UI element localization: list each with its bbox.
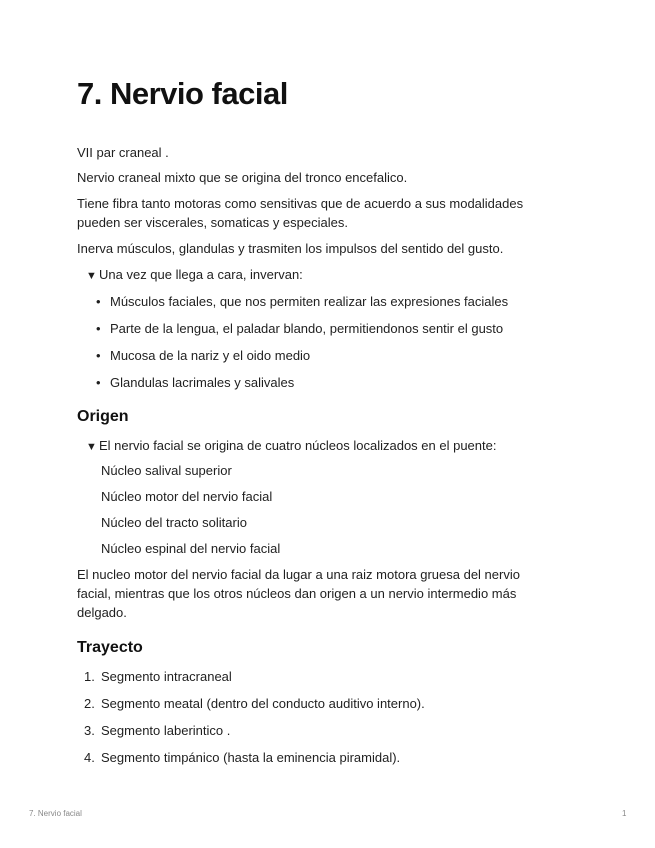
triangle-down-icon[interactable]: ▼: [86, 441, 97, 453]
heading-trayecto: Trayecto: [77, 639, 143, 656]
origen-paragraph-line-2: facial, mientras que los otros núcleos dan origen a un nervio intermedio más: [77, 586, 517, 601]
toggle-label: Una vez que llega a cara, invervan:: [99, 267, 303, 282]
numbered-item: 1. Segmento intracraneal: [84, 669, 232, 684]
bullet-dot-icon: •: [96, 321, 101, 336]
intro-line-2: Nervio craneal mixto que se origina del tronco encefalico.: [77, 170, 408, 185]
list-item: • Parte de la lengua, el paladar blando, permitiendonos sentir el gusto: [96, 321, 504, 336]
intro-line-4: pueden ser viscerales, somaticas y especiales.: [77, 215, 348, 230]
intro-line-1: VII par craneal .: [77, 145, 169, 160]
list-item: • Glandulas lacrimales y salivales: [96, 375, 295, 390]
triangle-down-icon[interactable]: ▼: [86, 270, 97, 282]
toggle-label: El nervio facial se origina de cuatro núcleos localizados en el puente:: [99, 438, 497, 453]
bullet-dot-icon: •: [96, 375, 101, 390]
intro-line-3: Tiene fibra tanto motoras como sensitivas que de acuerdo a sus modalidades: [77, 196, 524, 211]
bullet-dot-icon: •: [96, 348, 101, 363]
toggle-origen[interactable]: [86, 436, 496, 457]
nucleus-item: Núcleo motor del nervio facial: [101, 489, 273, 504]
numbered-item: 4. Segmento timpánico (hasta la eminencia piramidal).: [84, 750, 401, 765]
heading-origen: Origen: [77, 408, 129, 425]
list-item: • Mucosa de la nariz y el oido medio: [96, 348, 311, 363]
nucleus-item: Núcleo salival superior: [101, 463, 232, 478]
numbered-item: 2. Segmento meatal (dentro del conducto auditivo interno).: [84, 696, 425, 711]
footer-title: 7. Nervio facial: [29, 809, 82, 818]
intro-line-5: Inerva músculos, glandulas y trasmiten los impulsos del sentido del gusto.: [77, 241, 504, 256]
nucleus-item: Núcleo espinal del nervio facial: [101, 541, 281, 556]
page-title: 7. Nervio facial: [77, 76, 288, 111]
origen-paragraph-line-3: delgado.: [77, 605, 127, 620]
nucleus-item: Núcleo del tracto solitario: [101, 515, 247, 530]
toggle-inervan[interactable]: [86, 265, 303, 286]
footer-page-number: 1: [622, 809, 627, 818]
numbered-item: 3. Segmento laberintico .: [84, 723, 231, 738]
list-item: • Músculos faciales, que nos permiten realizar las expresiones faciales: [96, 294, 509, 309]
bullet-dot-icon: •: [96, 294, 101, 309]
origen-paragraph-line-1: El nucleo motor del nervio facial da lugar a una raiz motora gruesa del nervio: [77, 567, 520, 582]
